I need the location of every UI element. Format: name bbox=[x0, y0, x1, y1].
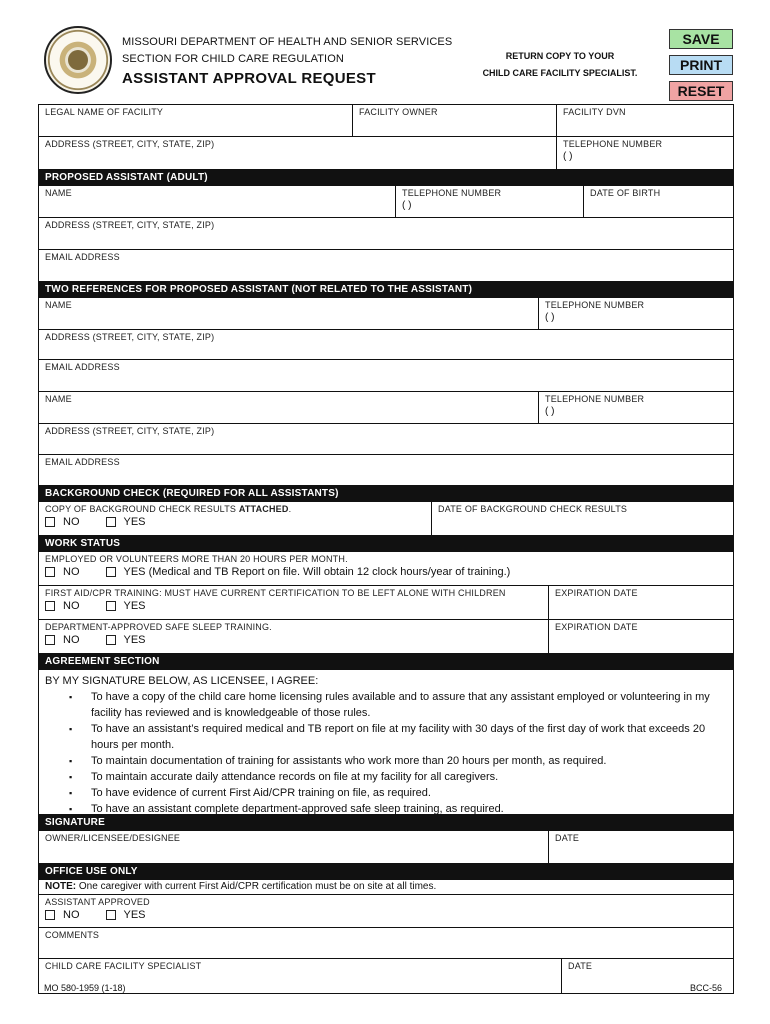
signature-date-field[interactable] bbox=[548, 831, 733, 863]
first-aid-no-checkbox[interactable] bbox=[45, 601, 55, 611]
agreement-row bbox=[39, 670, 733, 815]
reference2-email-row bbox=[39, 455, 733, 486]
specialist-label: CHILD CARE FACILITY SPECIALIST bbox=[45, 961, 202, 971]
safe-sleep-checkboxes bbox=[45, 634, 542, 646]
return-line-1: RETURN COPY TO YOUR bbox=[505, 51, 615, 61]
reset-button[interactable]: RESET bbox=[669, 81, 733, 101]
safe-sleep-no-checkbox[interactable] bbox=[45, 635, 55, 645]
reference2-name-label: NAME bbox=[45, 394, 72, 404]
safe-sleep-yes-label: YES bbox=[123, 634, 146, 646]
return-instructions bbox=[470, 48, 650, 82]
assistant-phone-label: TELEPHONE NUMBER bbox=[402, 188, 502, 198]
safe-sleep-expiration-field[interactable] bbox=[548, 620, 733, 653]
reference1-phone-label: TELEPHONE NUMBER bbox=[545, 300, 645, 310]
reference2-email-field[interactable] bbox=[39, 455, 733, 485]
assistant-dob-field[interactable] bbox=[583, 186, 733, 217]
reference1-email-field[interactable] bbox=[39, 360, 733, 391]
facility-phone-field[interactable] bbox=[556, 137, 733, 169]
employed-row bbox=[39, 552, 733, 586]
signature-field[interactable] bbox=[39, 831, 548, 863]
section-header-background: BACKGROUND CHECK (REQUIRED FOR ALL ASSISTANTS) bbox=[39, 486, 733, 502]
facility-address-label: ADDRESS (STREET, CITY, STATE, ZIP) bbox=[45, 139, 215, 149]
reference2-address-field[interactable] bbox=[39, 424, 733, 454]
section-header-office: OFFICE USE ONLY bbox=[39, 864, 733, 880]
first-aid-expiration-field[interactable] bbox=[548, 586, 733, 619]
comments-label: COMMENTS bbox=[45, 930, 100, 940]
safe-sleep-cell bbox=[39, 620, 548, 653]
signature-date-label: DATE bbox=[555, 833, 580, 843]
first-aid-yes-checkbox[interactable] bbox=[106, 601, 116, 611]
approved-no-checkbox[interactable] bbox=[45, 910, 55, 920]
safe-sleep-yes-checkbox[interactable] bbox=[106, 635, 116, 645]
first-aid-no-label: NO bbox=[63, 600, 80, 612]
approved-yes-checkbox[interactable] bbox=[106, 910, 116, 920]
employed-yes-label: YES (Medical and TB Report on file. Will obtain 12 clock hours/year of training.) bbox=[123, 566, 511, 578]
reference1-name-row bbox=[39, 298, 733, 330]
signature-row bbox=[39, 831, 733, 864]
background-copy-end: . bbox=[288, 504, 292, 514]
save-button[interactable]: SAVE bbox=[669, 29, 733, 49]
background-copy-text: COPY OF BACKGROUND CHECK RESULTS bbox=[45, 504, 239, 514]
employed-label: EMPLOYED OR VOLUNTEERS MORE THAN 20 HOURS PER MONTH. bbox=[45, 554, 348, 564]
assistant-dob-label: DATE OF BIRTH bbox=[590, 188, 661, 198]
agreement-text bbox=[39, 670, 733, 819]
legal-name-field[interactable] bbox=[39, 105, 352, 136]
first-aid-row bbox=[39, 586, 733, 620]
reference1-name-field[interactable] bbox=[39, 298, 538, 329]
assistant-email-field[interactable] bbox=[39, 250, 733, 281]
assistant-name-field[interactable] bbox=[39, 186, 395, 217]
agency-section: SECTION FOR CHILD CARE REGULATION bbox=[122, 53, 344, 65]
phone-format: ( ) bbox=[545, 406, 555, 417]
phone-format: ( ) bbox=[563, 151, 573, 162]
safe-sleep-label: DEPARTMENT-APPROVED SAFE SLEEP TRAINING. bbox=[45, 622, 272, 632]
office-note-text: One caregiver with current First Aid/CPR certification must be on site at all times. bbox=[76, 881, 437, 892]
assistant-name-row bbox=[39, 186, 733, 218]
reference1-email-row bbox=[39, 360, 733, 392]
assistant-approved-row bbox=[39, 895, 733, 928]
specialist-row bbox=[39, 959, 733, 993]
page-title: ASSISTANT APPROVAL REQUEST bbox=[122, 70, 376, 87]
agreement-item: ▪ To have a copy of the child care home licensing rules available and to assure that any assistant employed or volunteering in my facility has reviewed and is knowledgeable of those rules. bbox=[65, 689, 727, 721]
approval-form bbox=[38, 104, 734, 994]
form-code: BCC-56 bbox=[690, 983, 723, 993]
phone-format: ( ) bbox=[402, 200, 412, 211]
background-no-checkbox[interactable] bbox=[45, 517, 55, 527]
assistant-phone-field[interactable] bbox=[395, 186, 583, 217]
approved-yes-label: YES bbox=[123, 909, 146, 921]
facility-owner-field[interactable] bbox=[352, 105, 556, 136]
first-aid-label: FIRST AID/CPR TRAINING: MUST HAVE CURRENT CERTIFICATION TO BE LEFT ALONE WITH CHILDREN bbox=[45, 588, 506, 598]
facility-dvn-field[interactable] bbox=[556, 105, 733, 136]
comments-field[interactable] bbox=[39, 928, 733, 958]
agreement-item: ▪ To have an assistant complete department-approved safe sleep training, as required. bbox=[65, 801, 727, 817]
first-aid-checkboxes bbox=[45, 600, 542, 612]
form-header bbox=[0, 0, 770, 104]
assistant-email-label: EMAIL ADDRESS bbox=[45, 252, 120, 262]
first-aid-expiration-label: EXPIRATION DATE bbox=[555, 588, 638, 598]
print-button[interactable]: PRINT bbox=[669, 55, 733, 75]
facility-owner-label: FACILITY OWNER bbox=[359, 107, 438, 117]
form-number: MO 580-1959 (1-18) bbox=[44, 983, 126, 993]
legal-name-label: LEGAL NAME OF FACILITY bbox=[45, 107, 164, 117]
seal-emblem bbox=[68, 50, 88, 70]
reference2-phone-field[interactable] bbox=[538, 392, 733, 423]
office-note bbox=[39, 880, 733, 894]
agreement-item: ▪ To have an assistant’s required medical and TB report on file at my facility with 30 days of the first day of work that exceeds 20 hours per month. bbox=[65, 721, 727, 753]
reference1-email-label: EMAIL ADDRESS bbox=[45, 362, 120, 372]
reference2-email-label: EMAIL ADDRESS bbox=[45, 457, 120, 467]
section-header-signature: SIGNATURE bbox=[39, 815, 733, 831]
section-header-agreement: AGREEMENT SECTION bbox=[39, 654, 733, 670]
background-yes-label: YES bbox=[123, 516, 146, 528]
section-header-assistant: PROPOSED ASSISTANT (ADULT) bbox=[39, 170, 733, 186]
safe-sleep-row bbox=[39, 620, 733, 654]
reference1-name-label: NAME bbox=[45, 300, 72, 310]
employed-cell bbox=[39, 552, 733, 585]
background-row bbox=[39, 502, 733, 536]
background-no-label: NO bbox=[63, 516, 80, 528]
office-note-row bbox=[39, 880, 733, 895]
employed-checkboxes bbox=[45, 566, 727, 578]
employed-no-checkbox[interactable] bbox=[45, 567, 55, 577]
facility-address-field[interactable] bbox=[39, 137, 556, 169]
assistant-name-label: NAME bbox=[45, 188, 72, 198]
approved-checkboxes bbox=[45, 909, 727, 921]
first-aid-yes-label: YES bbox=[123, 600, 146, 612]
safe-sleep-no-label: NO bbox=[63, 634, 80, 646]
assistant-address-row bbox=[39, 218, 733, 250]
agreement-intro: BY MY SIGNATURE BELOW, AS LICENSEE, I AGREE: bbox=[45, 675, 319, 687]
agreement-list bbox=[65, 689, 727, 817]
first-aid-cell bbox=[39, 586, 548, 619]
assistant-address-field[interactable] bbox=[39, 218, 733, 249]
reference1-address-field[interactable] bbox=[39, 330, 733, 359]
background-date-label: DATE OF BACKGROUND CHECK RESULTS bbox=[438, 504, 628, 514]
background-checkboxes bbox=[45, 516, 425, 528]
signature-label: OWNER/LICENSEE/DESIGNEE bbox=[45, 833, 181, 843]
background-copy-label bbox=[45, 504, 425, 514]
specialist-date-label: DATE bbox=[568, 961, 593, 971]
agreement-item: ▪ To maintain accurate daily attendance records on file at my facility for all caregivers. bbox=[65, 769, 727, 785]
reference2-phone-label: TELEPHONE NUMBER bbox=[545, 394, 645, 404]
reference2-name-row bbox=[39, 392, 733, 424]
reference2-address-label: ADDRESS (STREET, CITY, STATE, ZIP) bbox=[45, 426, 215, 436]
section-header-work-status: WORK STATUS bbox=[39, 536, 733, 552]
agency-name: MISSOURI DEPARTMENT OF HEALTH AND SENIOR SERVICES bbox=[122, 36, 453, 48]
return-line-2: CHILD CARE FACILITY SPECIALIST. bbox=[482, 68, 638, 78]
assistant-address-label: ADDRESS (STREET, CITY, STATE, ZIP) bbox=[45, 220, 215, 230]
employed-no-label: NO bbox=[63, 566, 80, 578]
facility-address-row bbox=[39, 137, 733, 170]
reference1-phone-field[interactable] bbox=[538, 298, 733, 329]
phone-format: ( ) bbox=[545, 312, 555, 323]
office-note-bold: NOTE: bbox=[45, 881, 77, 892]
assistant-email-row bbox=[39, 250, 733, 282]
reference1-address-row bbox=[39, 330, 733, 360]
background-date-field[interactable] bbox=[431, 502, 733, 535]
assistant-approved-cell bbox=[39, 895, 733, 927]
reference2-name-field[interactable] bbox=[39, 392, 538, 423]
approved-no-label: NO bbox=[63, 909, 80, 921]
reference2-address-row bbox=[39, 424, 733, 455]
facility-dvn-label: FACILITY DVN bbox=[563, 107, 626, 117]
background-copy-bold: ATTACHED bbox=[238, 504, 289, 514]
safe-sleep-expiration-label: EXPIRATION DATE bbox=[555, 622, 638, 632]
reference1-address-label: ADDRESS (STREET, CITY, STATE, ZIP) bbox=[45, 332, 215, 342]
comments-row bbox=[39, 928, 733, 959]
facility-phone-label: TELEPHONE NUMBER bbox=[563, 139, 663, 149]
background-copy-cell bbox=[39, 502, 431, 535]
assistant-approved-label: ASSISTANT APPROVED bbox=[45, 897, 150, 907]
background-yes-checkbox[interactable] bbox=[106, 517, 116, 527]
employed-yes-checkbox[interactable] bbox=[106, 567, 116, 577]
section-header-references: TWO REFERENCES FOR PROPOSED ASSISTANT (NOT RELATED TO THE ASSISTANT) bbox=[39, 282, 733, 298]
agreement-item: ▪ To have evidence of current First Aid/CPR training on file, as required. bbox=[65, 785, 727, 801]
missouri-state-seal bbox=[44, 26, 112, 94]
facility-row bbox=[39, 105, 733, 137]
agreement-item: ▪ To maintain documentation of training for assistants who work more than 20 hours per month, as required. bbox=[65, 753, 727, 769]
agency-block bbox=[122, 34, 452, 68]
